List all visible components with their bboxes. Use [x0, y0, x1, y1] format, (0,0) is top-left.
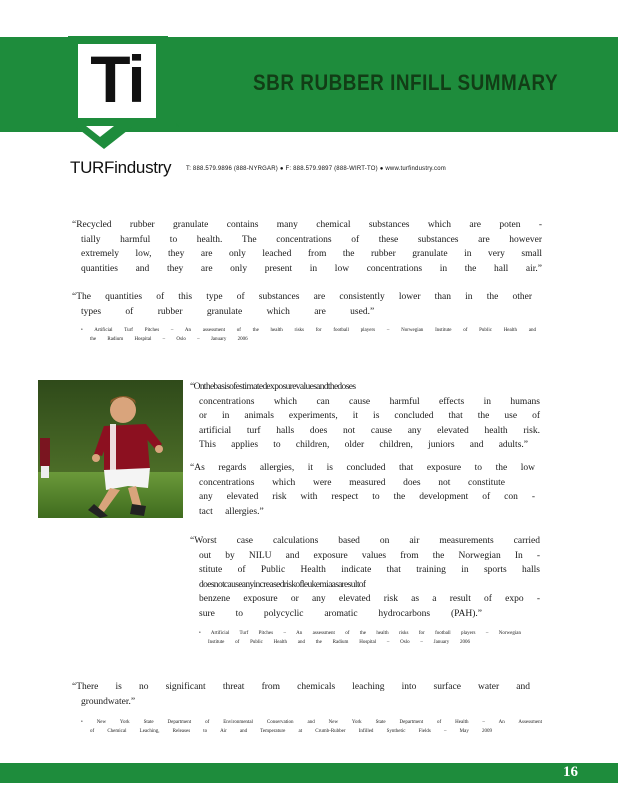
brand-name: TURFindustry	[70, 158, 172, 177]
page-title: SBR RUBBER INFILL SUMMARY	[253, 70, 559, 95]
quote-line: sure to polycyclic aromatic hydrocarbons (PAH).”	[199, 608, 482, 619]
quote-line: concentrations which were measured does not constitute	[199, 477, 505, 488]
citation-norwegian-institute-2	[199, 629, 521, 638]
citation-line: • New York State Department of Environmental Conservation and New York State Department of Health – An Assessment	[81, 720, 542, 725]
citation-line: • Artificial Turf Pitches – An assessment of the health risks for football players – Norwegian Institute of Public Health and	[81, 328, 536, 333]
quote-line: tact allergies.”	[199, 506, 264, 517]
logo-chevron-icon	[86, 126, 114, 137]
quote-line: “As regards allergies, it is concluded that exposure to the low	[190, 463, 535, 473]
quote-line: This applies to children, older children, juniors and adults.”	[199, 440, 528, 450]
quote-line: “There is no significant threat from chemicals leaching into surface water and	[72, 682, 530, 692]
quote-line: does not cause any increased risk of leukemia as a result of	[199, 579, 366, 590]
quote-no-significant-threat	[72, 680, 530, 709]
quote-line: artificial turf halls does not cause any elevated health risk.	[199, 425, 540, 436]
citation-line: of Chemical Leaching, Releases to Air and Temperature at Crumb-Rubber Infilled Synthetic Fields – May 2009	[90, 729, 492, 734]
citation-norwegian-institute-2-cont	[208, 638, 470, 647]
quote-line: “The quantities of this type of substances are consistently lower than in the other	[72, 292, 532, 302]
quote-line: extremely low, they are only leached from the rubber granulate in very small	[81, 249, 542, 259]
page-number: 16	[563, 764, 578, 780]
quote-exposure-values	[190, 380, 540, 453]
quote-line: or in animals experiments, it is concluded that the use of	[199, 411, 540, 421]
quote-recycled-rubber	[72, 218, 542, 276]
quote-line: concentrations which can cause harmful effects in humans	[199, 396, 540, 407]
quote-line: quantities and they are only present in low concentrations in the hall air.”	[81, 263, 542, 274]
citation-line: the Radium Hospital – Oslo – January 2006	[90, 337, 248, 342]
citation-norwegian-institute-cont	[90, 335, 250, 344]
trademark: TM	[172, 123, 181, 129]
quote-quantities	[72, 290, 532, 319]
quote-line: types of rubber granulate which are used.”	[81, 306, 375, 317]
quote-line: tially harmful to health. The concentrations of these substances are however	[81, 234, 542, 245]
quote-line: groundwater.”	[81, 696, 136, 707]
citation-nys-dec-cont	[90, 727, 492, 736]
quote-line: out by NILU and exposure values from the Norwegian In -	[199, 550, 540, 561]
soccer-boy-illustration	[38, 380, 183, 518]
citation-line: Institute of Public Health and the Radium Hospital – Oslo – January 2006	[208, 640, 470, 645]
logo-text: Ti	[90, 42, 144, 116]
quote-worst-case	[190, 534, 540, 621]
logo	[68, 36, 168, 128]
citation-line: • Artificial Turf Pitches – An assessment of the health risks for football players – Norwegian	[199, 631, 521, 636]
quote-line: any elevated risk with respect to the development of con -	[199, 492, 535, 502]
quote-line: “Recycled rubber granulate contains many chemical substances which are poten -	[72, 220, 542, 230]
quote-line: stitute of Public Health indicate that training in sports halls	[199, 565, 540, 575]
citation-norwegian-institute	[81, 326, 536, 335]
footer-band	[0, 763, 618, 783]
citation-nys-dec	[81, 718, 542, 727]
quote-allergies	[190, 461, 535, 519]
quote-line: “On the basis of estimated exposure values and the doses	[190, 382, 356, 392]
quote-line: benzene exposure or any elevated risk as a result of expo -	[199, 594, 540, 604]
contact-line: T: 888.579.9896 (888-NYRGAR) ● F: 888.579.9897 (888-WIRT-TO) ● www.turfindustry.com	[186, 166, 446, 172]
soccer-player-photo	[38, 380, 183, 518]
quote-line: “Worst case calculations based on air measurements carried	[190, 536, 540, 546]
logo-inner-box	[78, 44, 156, 118]
